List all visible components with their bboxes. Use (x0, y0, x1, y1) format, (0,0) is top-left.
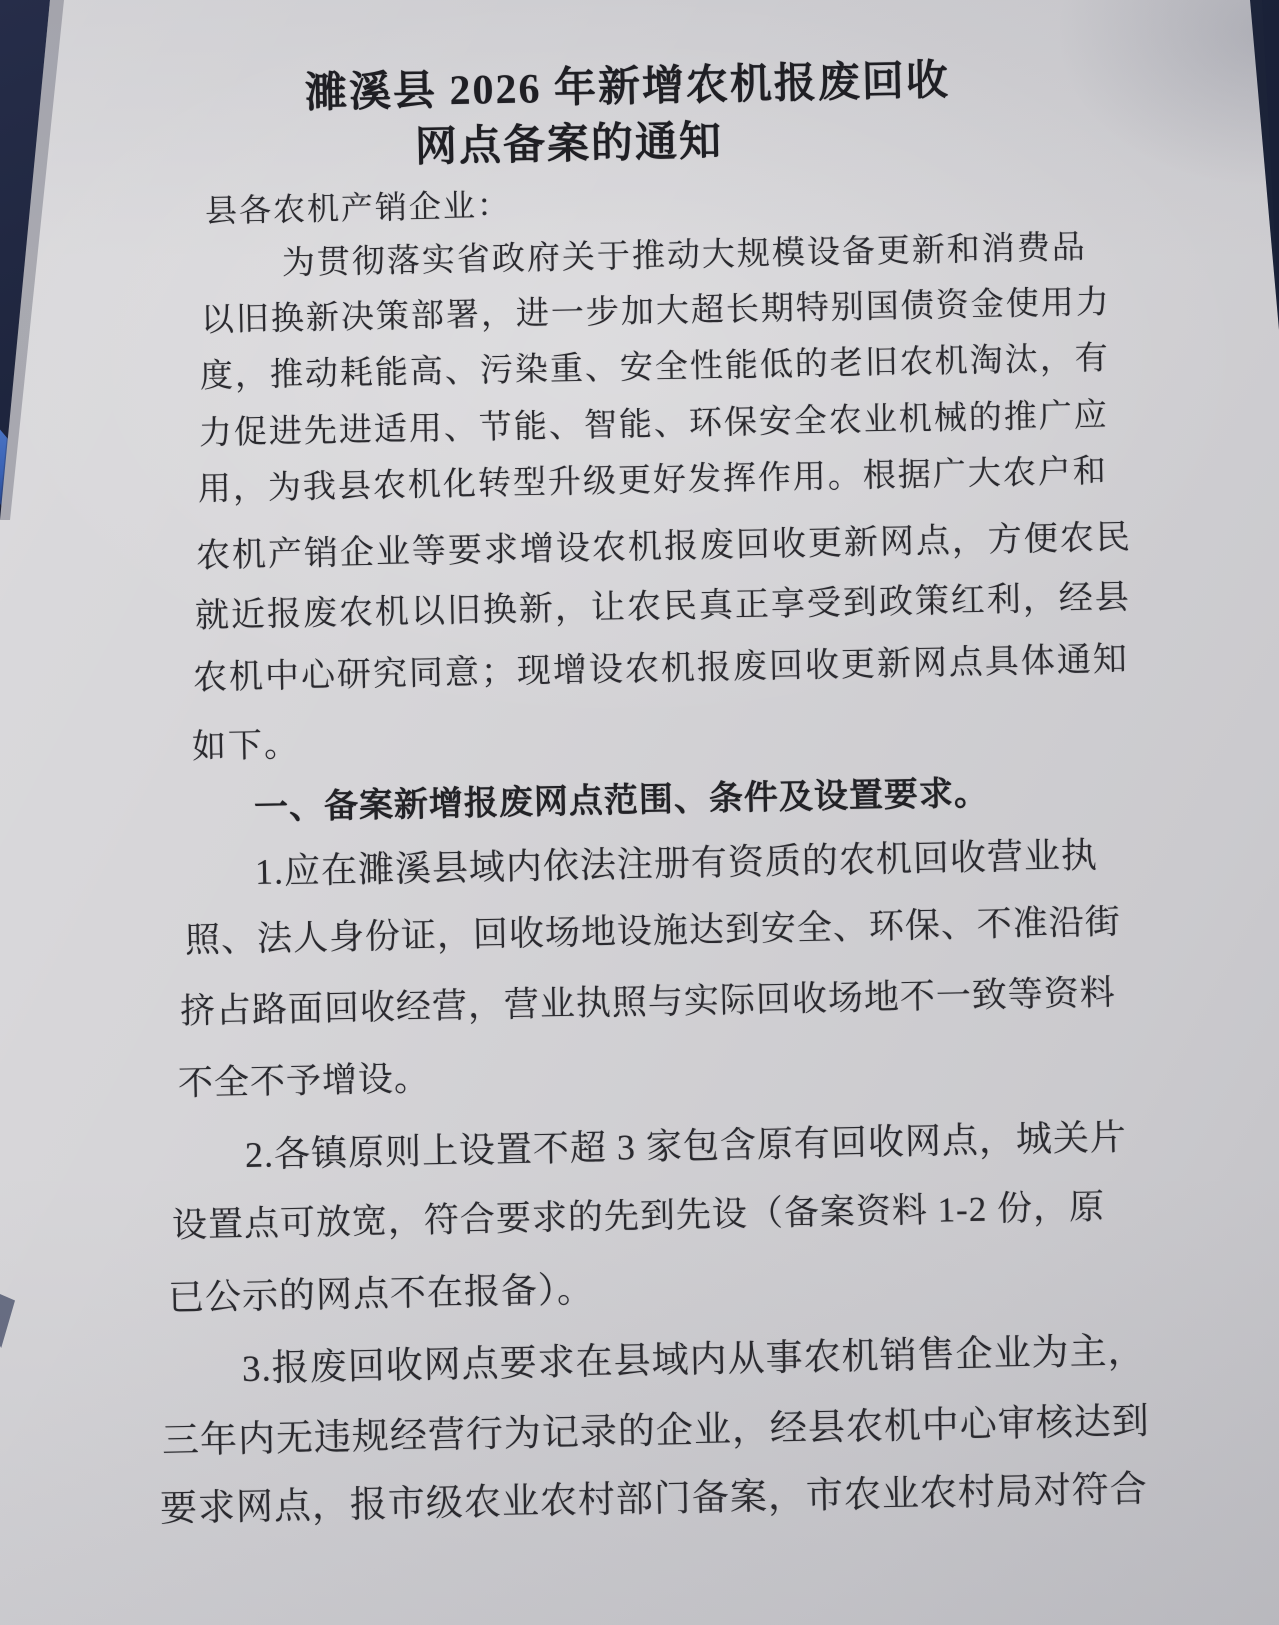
opening-line: 以旧换新决策部署，进一步加大超长期特别国债资金使用力 (200, 284, 1112, 339)
item3-line: 三年内无违规经营行为记录的企业，经县农机中心审核达到 (161, 1401, 1151, 1462)
item3-line: 要求网点，报市级农业农村部门备案，市农业农村局对符合 (159, 1469, 1149, 1530)
item3-line: 3.报废回收网点要求在县域内从事农机销售企业为主， (241, 1330, 1146, 1390)
opening-line: 就近报废农机以旧换新，让农民真正享受到政策红利，经县 (194, 579, 1132, 635)
doc-title-line-2: 网点备案的通知 (414, 118, 724, 171)
doc-title-line-1: 濉溪县 2026 年新增农机报废回收 (304, 58, 951, 117)
item1-line: 挤占路面回收经营，营业执照与实际回收场地不一致等资料 (179, 973, 1117, 1031)
opening-line: 为贯彻落实省政府关于推动大规模设备更新和消费品 (281, 229, 1088, 282)
opening-line: 用，为我县农机化转型升级更好发挥作用。根据广大农户和 (197, 453, 1109, 508)
salutation-line: 县各农机产销企业： (204, 186, 512, 229)
opening-line: 度，推动耗能高、污染重、安全性能低的老旧农机淘汰，有 (199, 340, 1111, 395)
opening-line: 农机产销企业等要求增设农机报废回收更新网点，方便农民 (195, 519, 1133, 575)
opening-line: 力促进先进适用、节能、智能、环保安全农业机械的推广应 (198, 397, 1110, 452)
opening-line: 如下。 (191, 726, 301, 766)
item1-line: 照、法人身份证，回收场地设施达到安全、环保、不准沿街 (184, 902, 1122, 960)
item1-line: 1.应在濉溪县域内依法注册有资质的农机回收营业执 (254, 835, 1099, 892)
item2-line: 2.各镇原则上设置不超 3 家包含原有回收网点，城关片 (244, 1117, 1128, 1175)
item2-line: 已公示的网点不在报备）。 (167, 1269, 595, 1318)
item2-line: 设置点可放宽，符合要求的先到先设（备案资料 1-2 份，原 (171, 1187, 1106, 1245)
item1-line: 不全不予增设。 (177, 1058, 431, 1103)
opening-line: 农机中心研究同意；现增设农机报废回收更新网点具体通知 (192, 641, 1130, 697)
section-heading: 一、备案新增报废网点范围、条件及设置要求。 (253, 774, 990, 827)
